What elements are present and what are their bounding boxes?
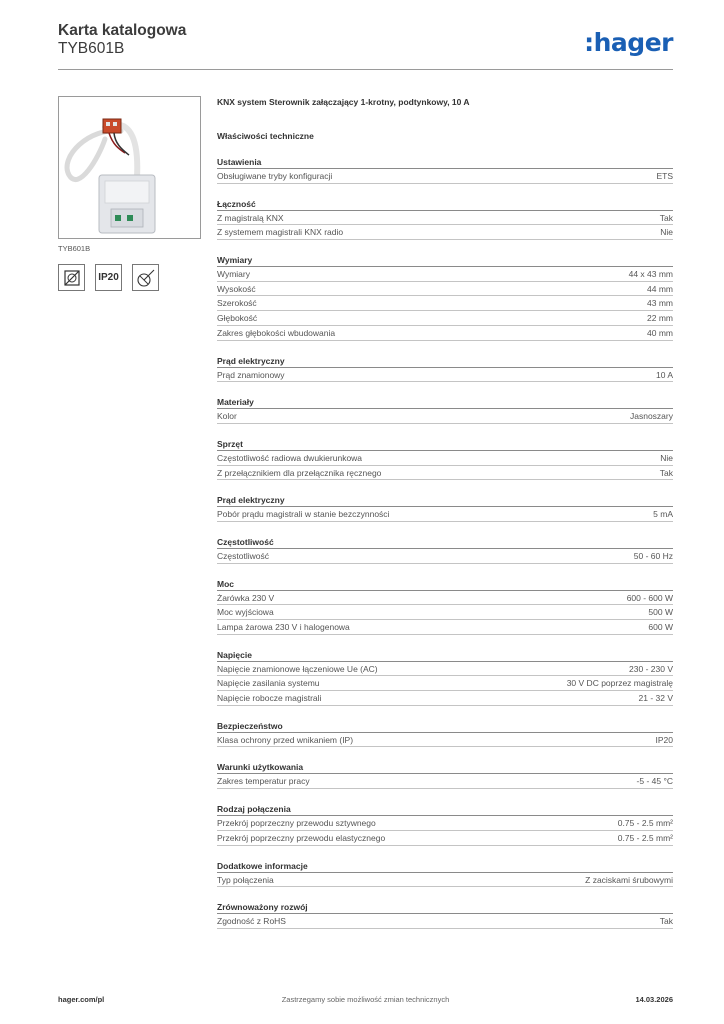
property-row	[217, 311, 673, 326]
property-row	[217, 409, 673, 424]
property-label: Napięcie zasilania systemu	[217, 678, 320, 689]
property-value: Z zaciskami śrubowymi	[585, 874, 673, 885]
property-value: 600 - 600 W	[626, 592, 673, 603]
property-label: Z systemem magistrali KNX radio	[217, 227, 344, 238]
property-value: 21 - 32 V	[638, 693, 673, 704]
document-title: Karta katalogowa	[58, 22, 187, 39]
section-heading: Właściwości techniczne	[217, 131, 314, 141]
property-row	[217, 831, 673, 846]
header-divider	[58, 69, 673, 70]
property-value: IP20	[655, 734, 673, 745]
group-title: Dodatkowe informacje	[217, 860, 673, 873]
group-title: Rodzaj połączenia	[217, 803, 673, 816]
property-row	[217, 549, 673, 564]
property-value: 44 x 43 mm	[628, 269, 673, 280]
property-group	[217, 803, 673, 845]
property-value: 0.75 - 2.5 mm²	[617, 832, 673, 843]
property-label: Typ połączenia	[217, 874, 274, 885]
property-value: 5 mA	[653, 509, 673, 520]
property-label: Z magistralą KNX	[217, 212, 284, 223]
group-title: Wymiary	[217, 254, 673, 267]
property-row	[217, 326, 673, 341]
property-row	[217, 296, 673, 311]
property-label: Częstotliwość	[217, 550, 269, 561]
property-label: Z przełącznikiem dla przełącznika ręcznego	[217, 467, 382, 478]
property-label: Wysokość	[217, 283, 256, 294]
property-value: Nie	[660, 452, 673, 463]
property-group	[217, 649, 673, 706]
property-row	[217, 466, 673, 481]
property-row	[217, 676, 673, 691]
property-group	[217, 901, 673, 929]
property-row	[217, 733, 673, 748]
property-label: Napięcie robocze magistrali	[217, 693, 322, 704]
property-group	[217, 536, 673, 564]
property-row	[217, 691, 673, 706]
group-title: Napięcie	[217, 649, 673, 662]
property-value: Jasnoszary	[630, 411, 673, 422]
property-label: Przekrój poprzeczny przewodu sztywnego	[217, 818, 376, 829]
property-label: Zakres temperatur pracy	[217, 776, 310, 787]
property-label: Obsługiwane tryby konfiguracji	[217, 171, 333, 181]
group-title: Bezpieczeństwo	[217, 720, 673, 733]
property-value: 50 - 60 Hz	[633, 550, 673, 561]
property-row	[217, 169, 673, 184]
product-photo-icon	[59, 97, 200, 238]
group-title: Ustawienia	[217, 156, 673, 169]
property-group	[217, 578, 673, 635]
property-label: Przekrój poprzeczny przewodu elastycznego	[217, 832, 386, 843]
property-value: 0.75 - 2.5 mm²	[617, 818, 673, 829]
property-value: -5 - 45 °C	[636, 776, 673, 787]
group-title: Sprzęt	[217, 438, 673, 451]
property-row	[217, 591, 673, 606]
property-value: Tak	[659, 467, 673, 478]
property-groups	[217, 156, 673, 929]
property-label: Moc wyjściowa	[217, 607, 274, 618]
hager-logo: :hager	[584, 28, 673, 57]
footer-date: 14.03.2026	[635, 995, 673, 1004]
property-label: Zgodność z RoHS	[217, 916, 286, 927]
property-label: Prąd znamionowy	[217, 369, 285, 380]
property-group	[217, 720, 673, 748]
property-row	[217, 368, 673, 383]
product-image	[58, 96, 201, 239]
property-label: Klasa ochrony przed wnikaniem (IP)	[217, 734, 354, 745]
product-name: KNX system Sterownik załączający 1-krotny, podtynkowy, 10 A	[217, 97, 470, 107]
property-row	[217, 620, 673, 635]
property-group	[217, 438, 673, 480]
property-group	[217, 156, 673, 184]
property-row	[217, 267, 673, 282]
not-for-wall-icon	[58, 264, 85, 291]
technical-properties	[217, 96, 673, 929]
property-label: Kolor	[217, 411, 237, 422]
property-value: 10 A	[655, 369, 673, 380]
property-label: Zakres głębokości wbudowania	[217, 327, 336, 338]
property-value: 230 - 230 V	[629, 663, 673, 674]
product-code: TYB601B	[58, 40, 125, 57]
group-title: Prąd elektryczny	[217, 355, 673, 368]
property-row	[217, 211, 673, 226]
property-label: Głębokość	[217, 313, 258, 324]
property-group	[217, 396, 673, 424]
property-value: 43 mm	[647, 298, 673, 309]
product-icons	[58, 264, 159, 291]
property-row	[217, 816, 673, 831]
property-group	[217, 761, 673, 789]
property-group	[217, 254, 673, 340]
property-value: 40 mm	[647, 327, 673, 338]
property-row	[217, 774, 673, 789]
product-image-caption: TYB601B	[58, 244, 91, 253]
property-row	[217, 914, 673, 929]
property-value: 600 W	[648, 622, 673, 632]
property-value: 500 W	[648, 607, 673, 618]
property-row	[217, 282, 673, 297]
ip20-icon: IP20	[95, 264, 122, 291]
footer-disclaimer: Zastrzegamy sobie możliwość zmian technicznych	[281, 995, 450, 1004]
property-value: Tak	[659, 916, 673, 927]
property-row	[217, 225, 673, 240]
group-title: Zrównoważony rozwój	[217, 901, 673, 914]
property-row	[217, 662, 673, 677]
property-group	[217, 860, 673, 888]
property-label: Pobór prądu magistrali w stanie bezczynności	[217, 509, 390, 520]
property-label: Częstotliwość radiowa dwukierunkowa	[217, 452, 363, 463]
property-label: Żarówka 230 V	[217, 592, 275, 603]
page-header	[58, 22, 673, 68]
installation-icon	[132, 264, 159, 291]
group-title: Materiały	[217, 396, 673, 409]
property-group	[217, 494, 673, 522]
footer-website: hager.com/pl	[58, 995, 105, 1004]
property-row	[217, 873, 673, 888]
property-label: Napięcie znamionowe łączeniowe Ue (AC)	[217, 663, 378, 674]
property-group	[217, 355, 673, 383]
property-label: Szerokość	[217, 298, 257, 309]
property-value: Tak	[659, 212, 673, 223]
page-footer	[58, 995, 673, 1007]
property-value: ETS	[656, 171, 673, 181]
group-title: Moc	[217, 578, 673, 591]
group-title: Częstotliwość	[217, 536, 673, 549]
group-title: Prąd elektryczny	[217, 494, 673, 507]
group-title: Warunki użytkowania	[217, 761, 673, 774]
property-label: Wymiary	[217, 269, 250, 280]
property-value: 30 V DC poprzez magistralę	[566, 678, 673, 689]
property-row	[217, 605, 673, 620]
property-value: Nie	[660, 227, 673, 238]
property-value: 22 mm	[647, 313, 673, 324]
property-label: Lampa żarowa 230 V i halogenowa	[217, 622, 350, 632]
property-row	[217, 451, 673, 466]
group-title: Łączność	[217, 198, 673, 211]
property-group	[217, 198, 673, 240]
property-row	[217, 507, 673, 522]
property-value: 44 mm	[647, 283, 673, 294]
